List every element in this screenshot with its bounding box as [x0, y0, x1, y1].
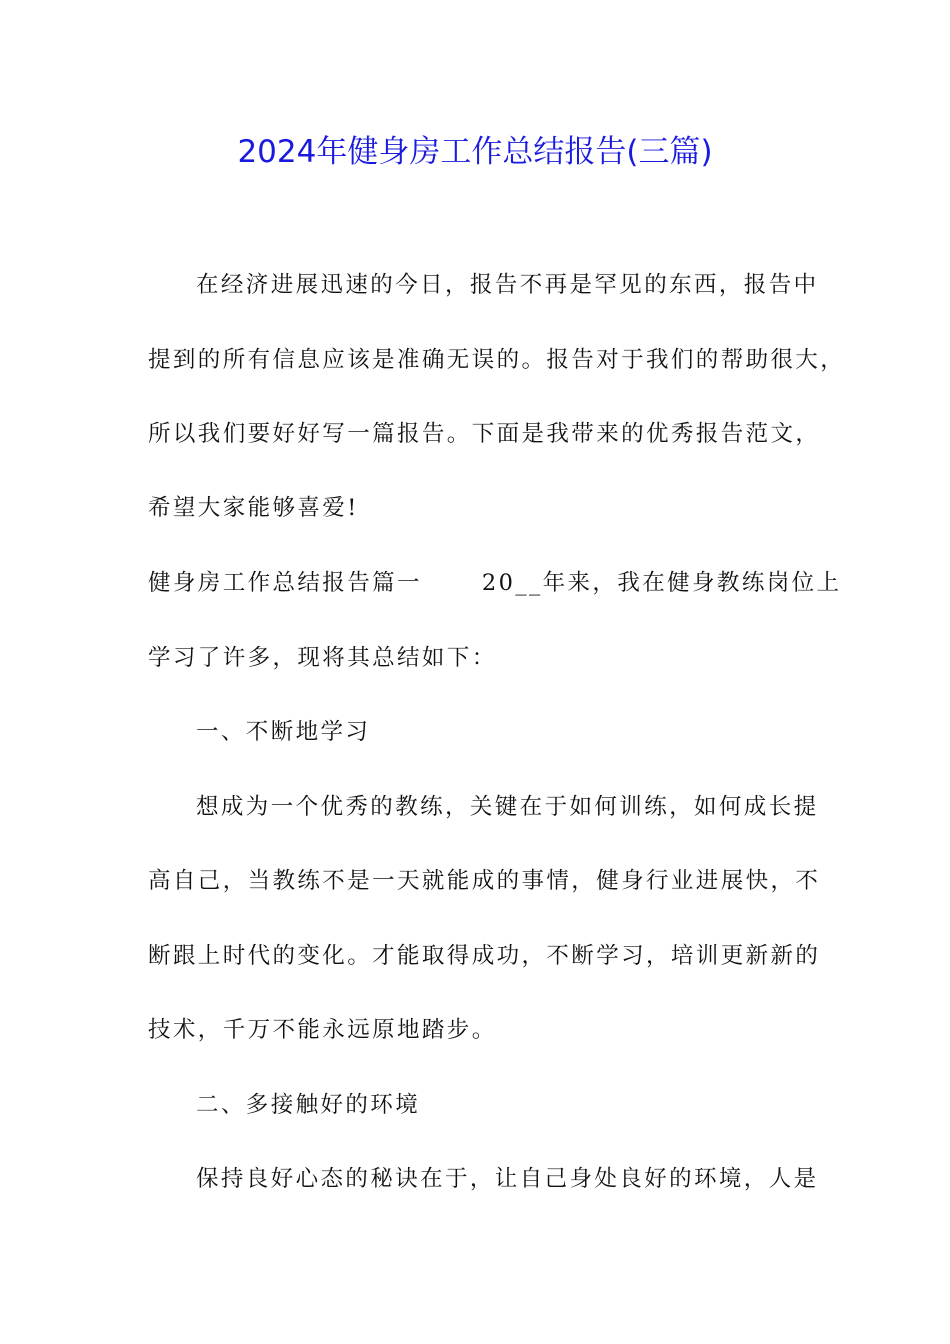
paragraph-line: 学习了许多，现将其总结如下： — [148, 645, 497, 671]
paragraph-line: 想成为一个优秀的教练，关键在于如何训练，如何成长提 — [196, 794, 819, 820]
paragraph-line: 提到的所有信息应该是准确无误的。报告对于我们的帮助很大， — [148, 347, 846, 373]
paragraph-line: 希望大家能够喜爱! — [148, 495, 359, 521]
paragraph-line: 高自己，当教练不是一天就能成的事情，健身行业进展快，不 — [148, 868, 821, 894]
section-heading-line — [148, 565, 842, 601]
paragraph-line: 在经济进展迅速的今日，报告不再是罕见的东西，报告中 — [196, 272, 819, 298]
subheading: 一、不断地学习 — [196, 719, 371, 745]
document-title: 2024年健身房工作总结报告(三篇) — [237, 134, 713, 170]
subheading: 二、多接触好的环境 — [196, 1092, 421, 1118]
paragraph-line: 所以我们要好好写一篇报告。下面是我带来的优秀报告范文， — [148, 421, 821, 447]
paragraph-line: 断跟上时代的变化。才能取得成功，不断学习，培训更新新的 — [148, 943, 821, 969]
paragraph-line: 保持良好心态的秘诀在于，让自己身处良好的环境，人是 — [196, 1166, 819, 1192]
section-heading: 健身房工作总结报告篇一 — [148, 570, 422, 596]
paragraph-line: 技术，千万不能永远原地踏步。 — [148, 1017, 497, 1043]
paragraph-text: 20__年来，我在健身教练岗位上 — [481, 570, 842, 596]
